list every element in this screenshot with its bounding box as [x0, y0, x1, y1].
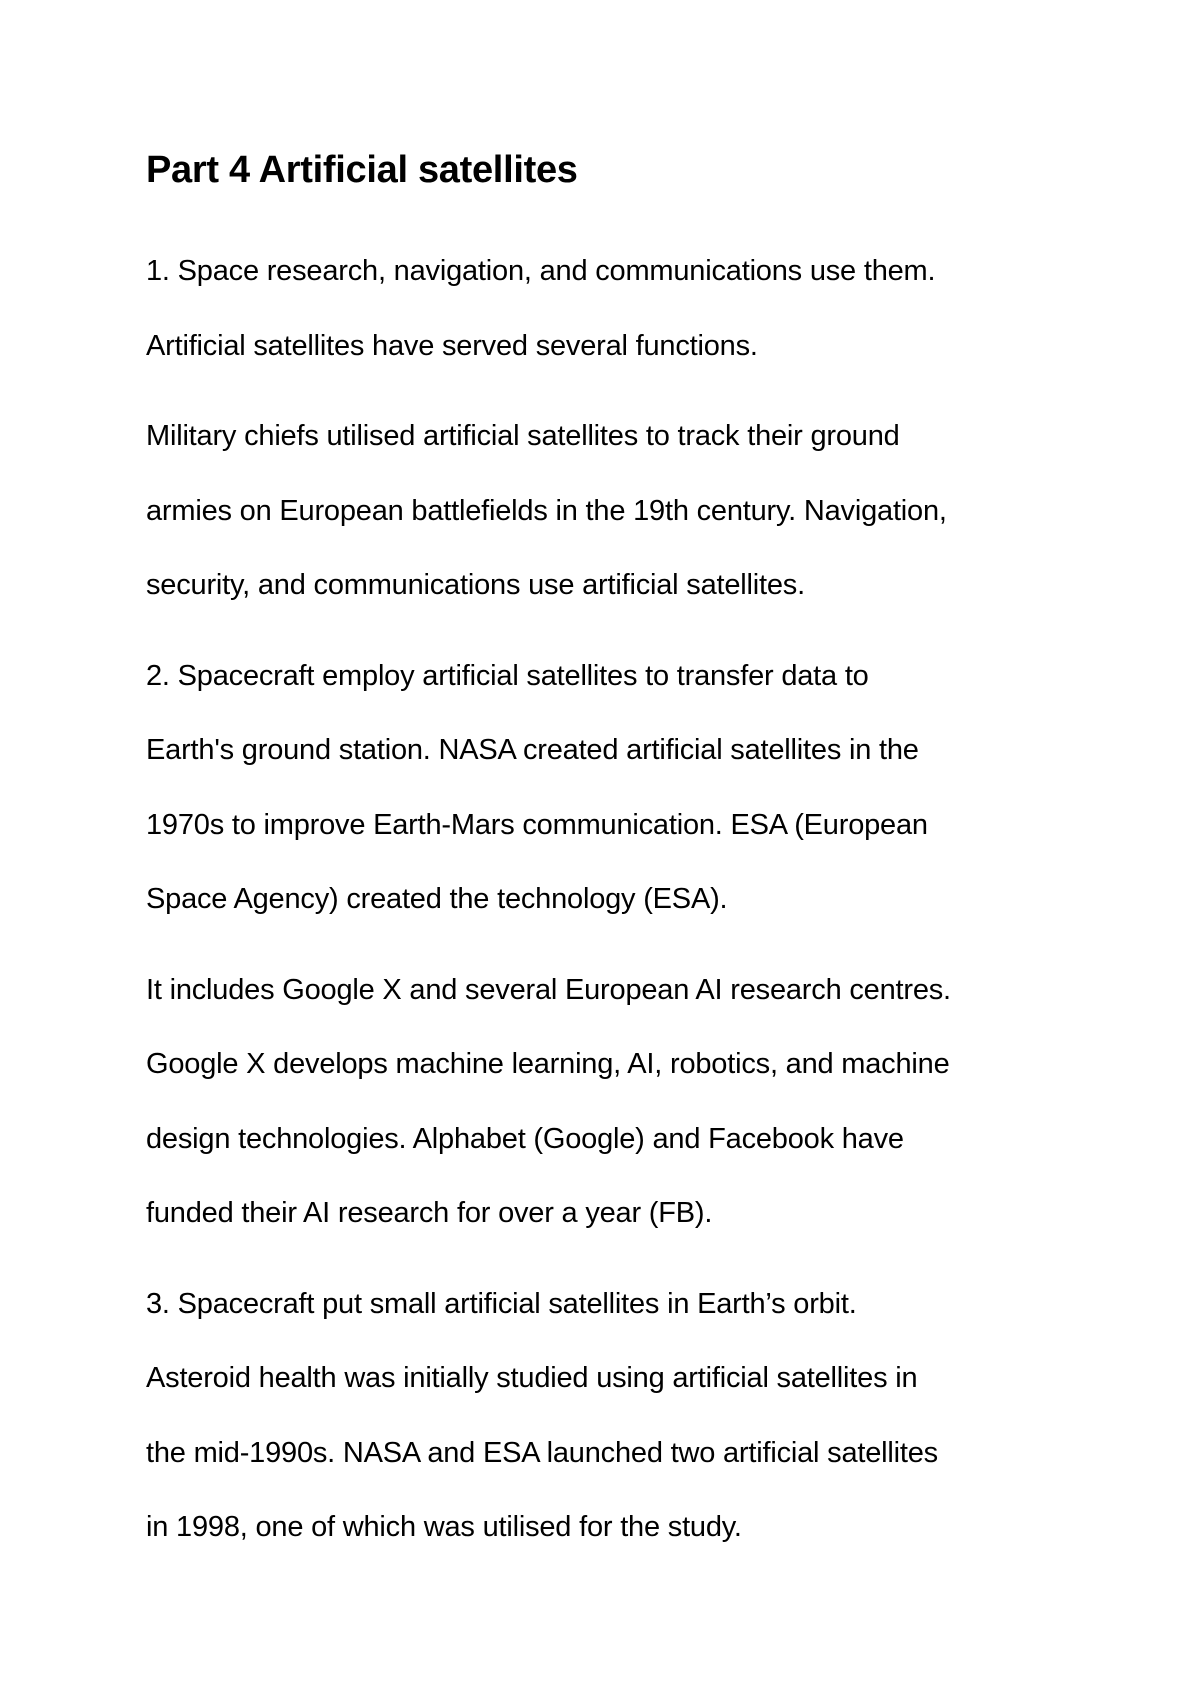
paragraph-3	[146, 639, 1086, 937]
paragraph-line: 3. Spacecraft put small artificial satellites in Earth’s orbit.	[146, 1287, 857, 1320]
paragraph-line: Asteroid health was initially studied using artificial satellites in	[146, 1362, 918, 1394]
paragraph-5	[146, 1267, 1086, 1565]
paragraph-line: armies on European battlefields in the 19th century. Navigation,	[146, 494, 947, 527]
paragraph-line: funded their AI research for over a year (FB).	[146, 1197, 713, 1229]
document-title: Part 4 Artificial satellites	[146, 149, 578, 191]
paragraph-line: Space Agency) created the technology (ESA).	[146, 883, 728, 915]
paragraph-line: 1. Space research, navigation, and communications use them.	[146, 255, 936, 287]
paragraph-line: 1970s to improve Earth-Mars communication. ESA (European	[146, 808, 928, 841]
paragraph-line: design technologies. Alphabet (Google) and Facebook have	[146, 1122, 904, 1155]
paragraph-line: Earth's ground station. NASA created artificial satellites in the	[146, 734, 919, 766]
paragraph-4	[146, 953, 1086, 1251]
paragraph-line: the mid-1990s. NASA and ESA launched two artificial satellites	[146, 1436, 938, 1469]
paragraph-line: in 1998, one of which was utilised for the study.	[146, 1511, 742, 1543]
paragraph-line: 2. Spacecraft employ artificial satellites to transfer data to	[146, 659, 869, 692]
paragraph-1	[146, 234, 1086, 383]
paragraph-line: It includes Google X and several European AI research centres.	[146, 973, 951, 1006]
paragraph-line: security, and communications use artificial satellites.	[146, 569, 805, 601]
document-body	[146, 140, 1086, 1581]
paragraph-line: Military chiefs utilised artificial satellites to track their ground	[146, 420, 900, 452]
paragraph-2	[146, 399, 1086, 623]
paragraph-line: Google X develops machine learning, AI, robotics, and machine	[146, 1048, 950, 1080]
paragraph-line: Artificial satellites have served several functions.	[146, 329, 758, 362]
